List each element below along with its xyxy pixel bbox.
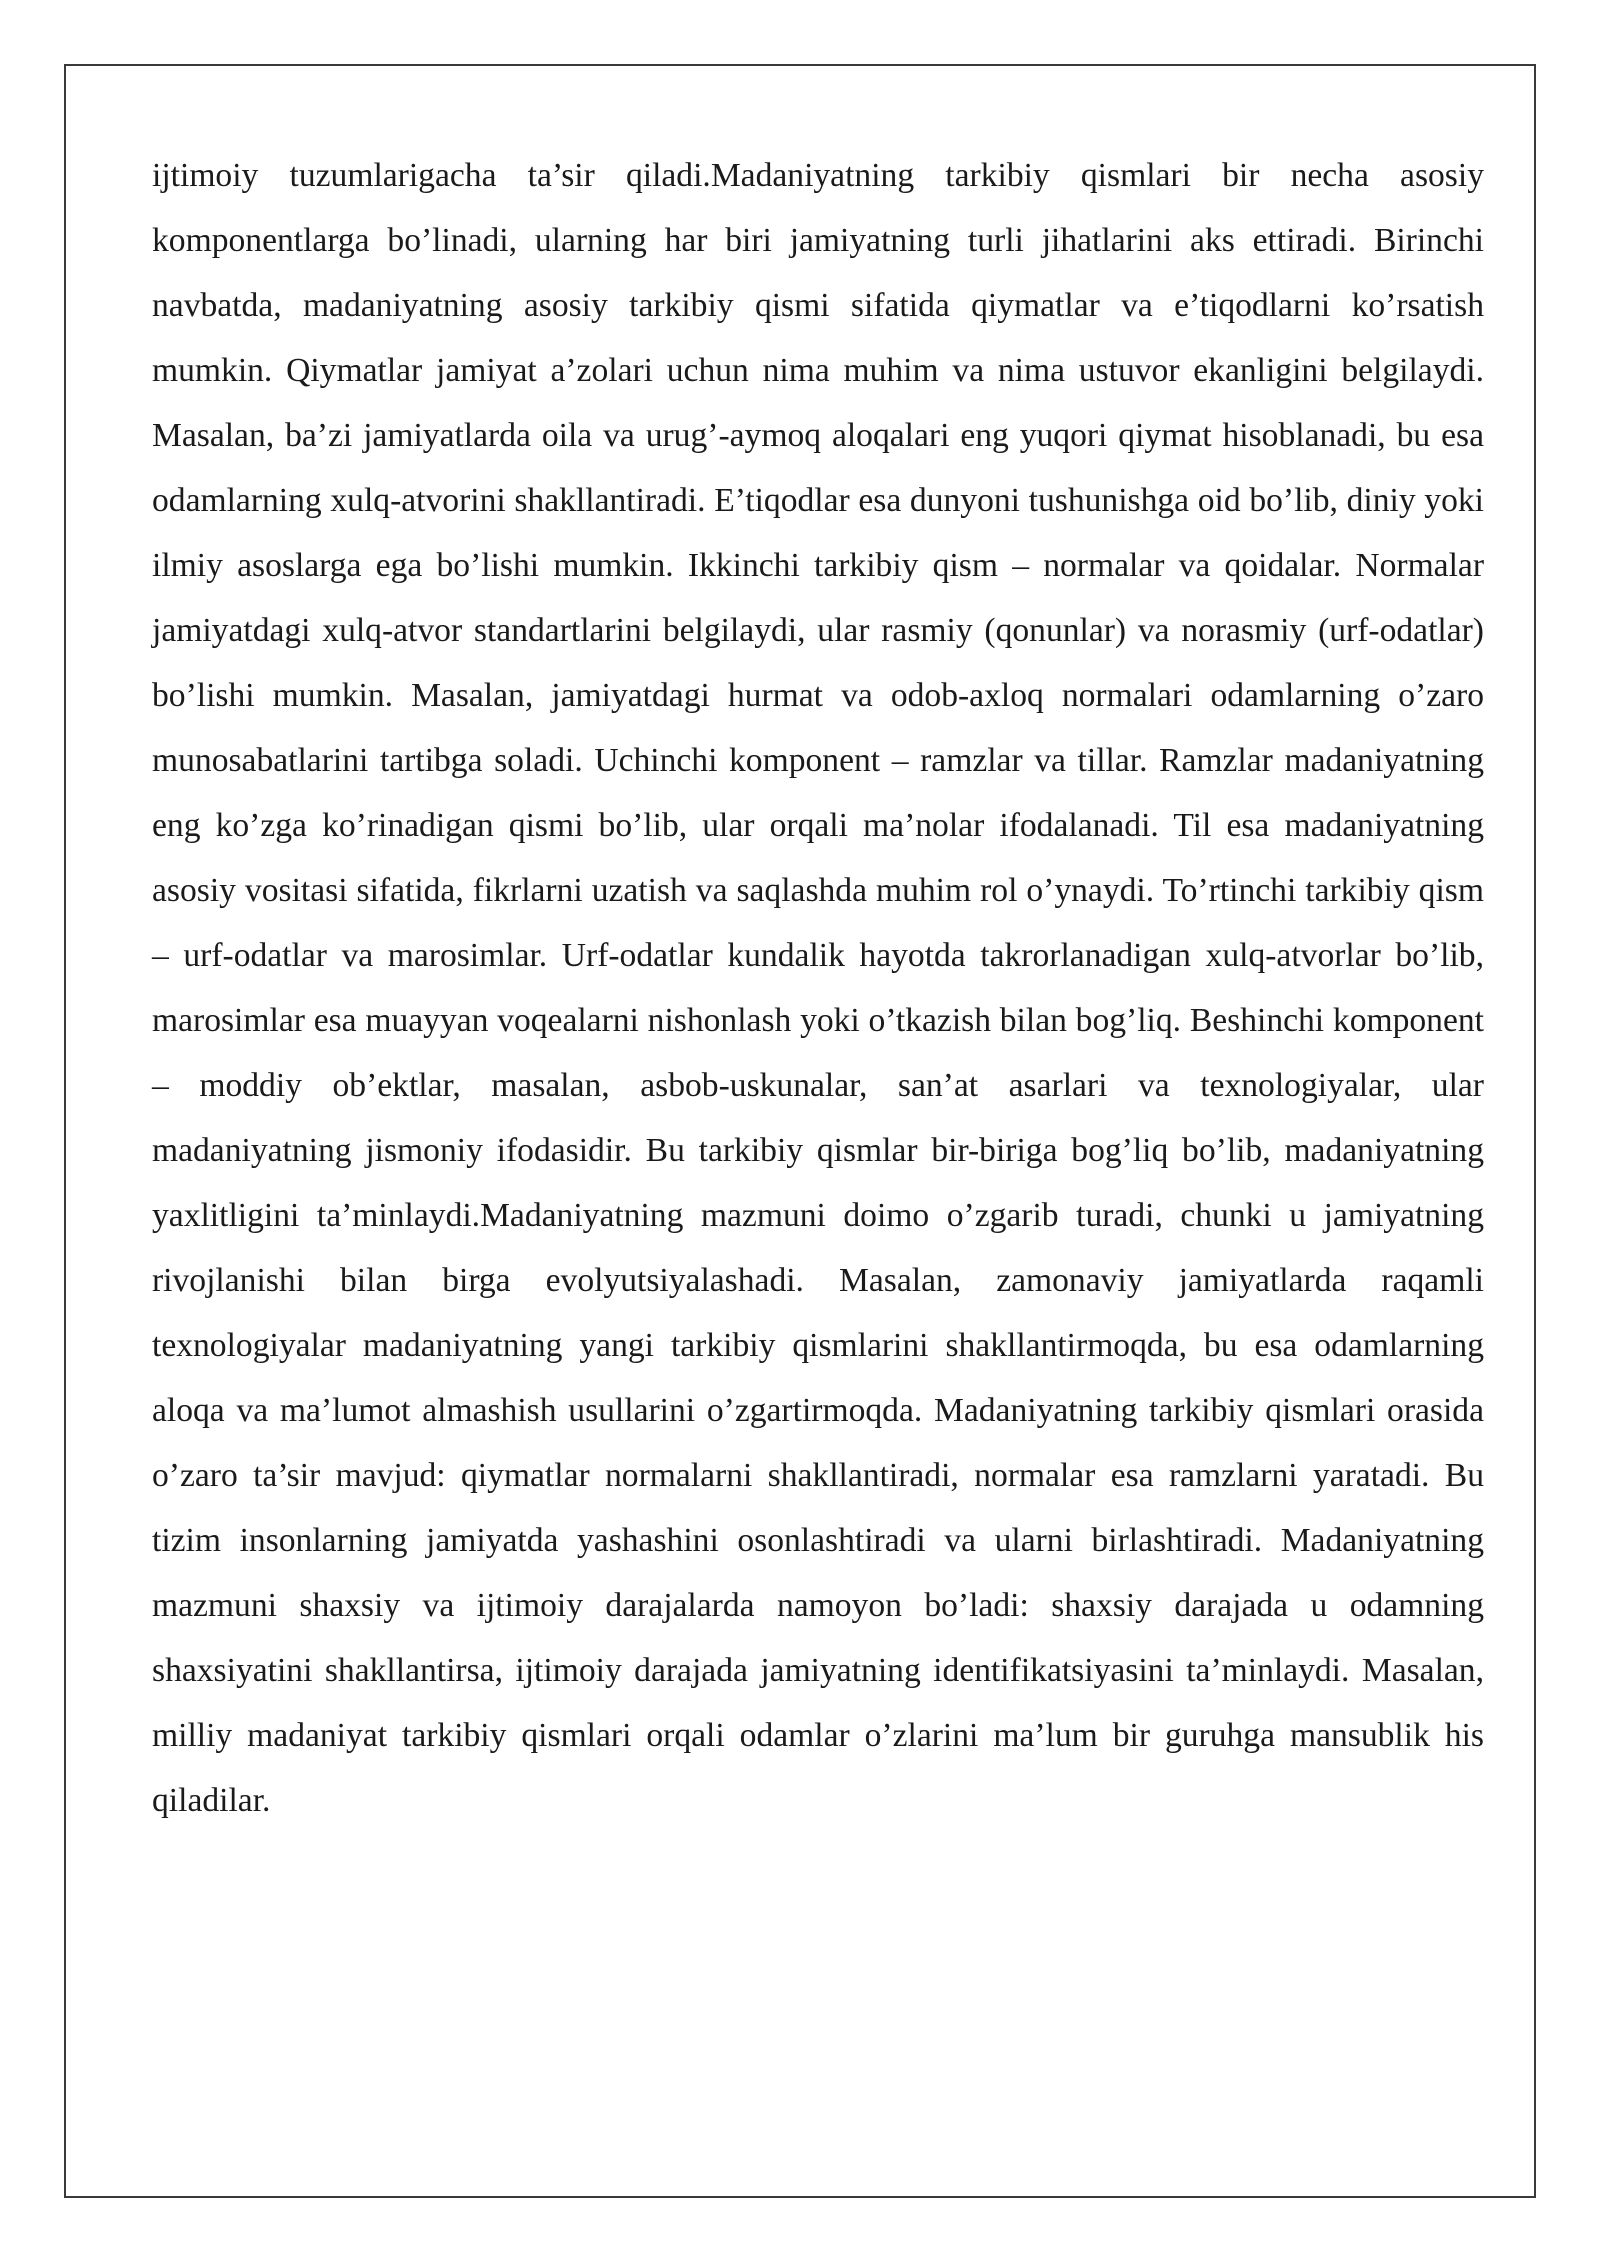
- body-paragraph: ijtimoiy tuzumlarigacha ta’sir qiladi.Madaniyatning tarkibiy qismlari bir necha asosiy komponentlarga bo’linadi, ularning har biri jamiyatning turli jihatlarini aks ettiradi. Birinchi navbatda, madaniyatning asosiy tarkibiy qismi sifatida qiymatlar va e’tiqodlarni ko’rsatish mumkin. Qiymatlar jamiyat a’zolari uchun nima muhim va nima ustuvor ekanligini belgilaydi. Masalan, ba’zi jamiyatlarda oila va urug’-aymoq aloqalari eng yuqori qiymat hisoblanadi, bu esa odamlarning xulq-atvorini shakllantiradi. E’tiqodlar esa dunyoni tushunishga oid bo’lib, diniy yoki ilmiy asoslarga ega bo’lishi mumkin. Ikkinchi tarkibiy qism – normalar va qoidalar. Normalar jamiyatdagi xulq-atvor standartlarini belgilaydi, ular rasmiy (qonunlar) va norasmiy (urf-odatlar) bo’lishi mumkin. Masalan, jamiyatdagi hurmat va odob-axloq normalari odamlarning o’zaro munosabatlarini tartibga soladi. Uchinchi komponent – ramzlar va tillar. Ramzlar madaniyatning eng ko’zga ko’rinadigan qismi bo’lib, ular orqali ma’nolar ifodalanadi. Til esa madaniyatning asosiy vositasi sifatida, fikrlarni uzatish va saqlashda muhim rol o’ynaydi. To’rtinchi tarkibiy qism – urf-odatlar va marosimlar. Urf-odatlar kundalik hayotda takrorlanadigan xulq-atvorlar bo’lib, marosimlar esa muayyan voqealarni nishonlash yoki o’tkazish bilan bog’liq. Beshinchi komponent – moddiy ob’ektlar, masalan, asbob-uskunalar, san’at asarlari va texnologiyalar, ular madaniyatning jismoniy ifodasidir. Bu tarkibiy qismlar bir-biriga bog’liq bo’lib, madaniyatning yaxlitligini ta’minlaydi.Madaniyatning mazmuni doimo o’zgarib turadi, chunki u jamiyatning rivojlanishi bilan birga evolyutsiyalashadi. Masalan, zamonaviy jamiyatlarda raqamli texnologiyalar madaniyatning yangi tarkibiy qismlarini shakllantirmoqda, bu esa odamlarning aloqa va ma’lumot almashish usullarini o’zgartirmoqda. Madaniyatning tarkibiy qismlari orasida o’zaro ta’sir mavjud: qiymatlar normalarni shakllantiradi, normalar esa ramzlarni yaratadi. Bu tizim insonlarning jamiyatda yashashini osonlashtiradi va ularni birlashtiradi. Madaniyatning mazmuni shaxsiy va ijtimoiy darajalarda namoyon bo’ladi: shaxsiy darajada u odamning shaxsiyatini shakllantirsa, ijtimoiy darajada jamiyatning identifikatsiyasini ta’minlaydi. Masalan, milliy madaniyat tarkibiy qismlari orqali odamlar o’zlarini ma’lum bir guruhga mansublik his qiladilar.: [152, 157, 1484, 1819]
